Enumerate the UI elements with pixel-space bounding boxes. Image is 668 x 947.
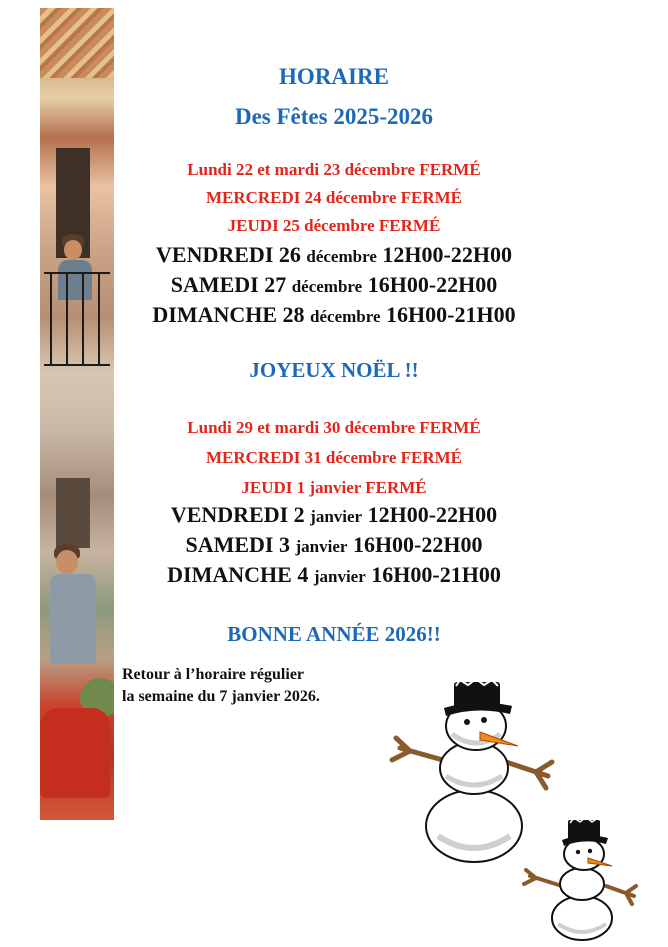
open-hours: 12H00-22H00 xyxy=(382,242,512,267)
open-month: janvier xyxy=(310,507,363,526)
open-day-line xyxy=(0,272,668,298)
open-day-line xyxy=(0,302,668,328)
return-notice-line2: la semaine du 7 janvier 2026. xyxy=(122,688,320,705)
open-day: VENDREDI 26 xyxy=(156,242,301,267)
open-day-line xyxy=(0,242,668,268)
closed-line: MERCREDI 31 décembre FERMÉ xyxy=(205,448,463,467)
open-month: décembre xyxy=(310,307,381,326)
page-subtitle: Des Fêtes 2025-2026 xyxy=(234,104,433,129)
open-month: décembre xyxy=(306,247,377,266)
open-month: décembre xyxy=(291,277,363,296)
open-day: SAMEDI 3 xyxy=(185,532,290,557)
open-month: janvier xyxy=(295,537,348,556)
return-notice xyxy=(122,664,320,708)
return-notice-line1: Retour à l’horaire régulier xyxy=(122,666,305,683)
open-day-line xyxy=(0,532,668,558)
closed-line: Lundi 22 et mardi 23 décembre FERMÉ xyxy=(187,160,481,179)
closed-line: JEUDI 25 décembre FERMÉ xyxy=(227,216,441,235)
small-snowman-icon xyxy=(522,810,642,942)
open-day-line xyxy=(0,562,668,588)
red-scooter xyxy=(40,708,110,798)
open-hours: 16H00-21H00 xyxy=(371,562,501,587)
closed-line: MERCREDI 24 décembre FERMÉ xyxy=(205,188,463,207)
open-hours: 16H00-21H00 xyxy=(386,302,516,327)
new-year-greeting: BONNE ANNÉE 2026!! xyxy=(227,622,441,646)
page-title: HORAIRE xyxy=(279,64,389,89)
closed-line: Lundi 29 et mardi 30 décembre FERMÉ xyxy=(187,418,481,437)
closed-line: JEUDI 1 janvier FERMÉ xyxy=(241,478,427,497)
open-day: VENDREDI 2 xyxy=(170,502,305,527)
open-day: DIMANCHE 4 xyxy=(167,562,309,587)
open-hours: 16H00-22H00 xyxy=(352,532,483,557)
open-day: SAMEDI 27 xyxy=(170,272,287,297)
open-day-line xyxy=(0,502,668,528)
open-hours: 16H00-22H00 xyxy=(367,272,498,297)
open-month: janvier xyxy=(313,567,366,586)
christmas-greeting: JOYEUX NOËL !! xyxy=(249,358,419,382)
open-day: DIMANCHE 28 xyxy=(152,302,305,327)
open-hours: 12H00-22H00 xyxy=(367,502,498,527)
